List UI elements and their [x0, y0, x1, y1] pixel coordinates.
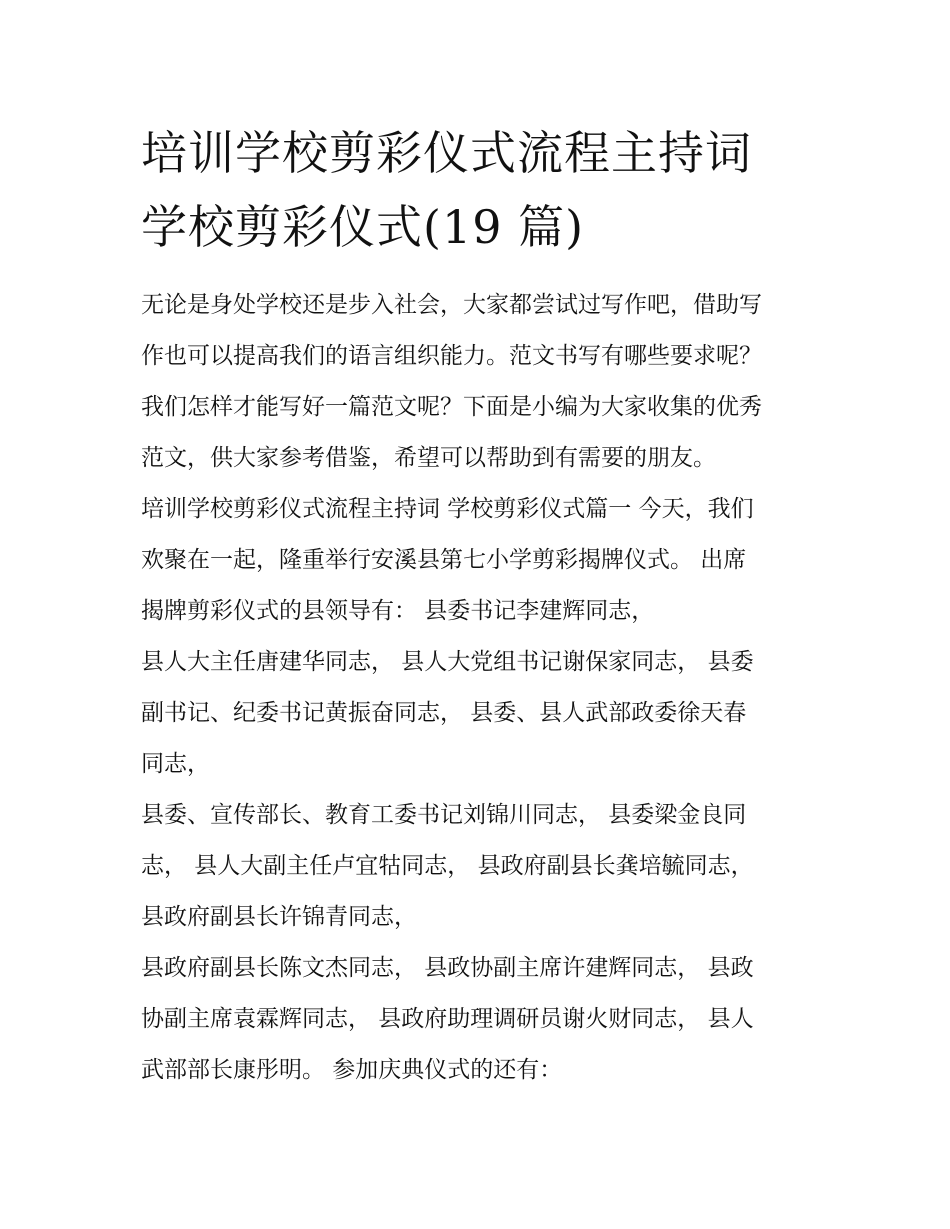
text-line: 副书记、纪委书记黄振奋同志， 县委、县人武部政委徐天春: [141, 700, 747, 726]
text-line: 县委、宣传部长、教育工委书记刘锦川同志， 县委梁金良同: [141, 802, 747, 828]
text-line: 范文，供大家参考借鉴，希望可以帮助到有需要的朋友。: [141, 445, 716, 471]
title-line-1: 培训学校剪彩仪式流程主持词: [141, 126, 752, 180]
text-line: 培训学校剪彩仪式流程主持词 学校剪彩仪式篇一 今天，我们: [141, 496, 754, 522]
document-title: [141, 116, 821, 264]
text-line: 县人大主任唐建华同志， 县人大党组书记谢保家同志， 县委: [141, 649, 754, 675]
paragraph-opening: [141, 484, 831, 637]
text-line: 无论是身处学校还是步入社会，大家都尝试过写作吧，借助写: [141, 292, 762, 318]
text-line: 欢聚在一起，隆重举行安溪县第七小学剪彩揭牌仪式。 出席: [141, 547, 747, 573]
paragraph-intro: [141, 280, 831, 484]
text-line: 县政府副县长许锦青同志，: [141, 904, 417, 930]
text-line: 作也可以提高我们的语言组织能力。范文书写有哪些要求呢？: [141, 343, 762, 369]
text-line: 我们怎样才能写好一篇范文呢？下面是小编为大家收集的优秀: [141, 394, 762, 420]
text-line: 协副主席袁霖辉同志， 县政府助理调研员谢火财同志， 县人: [141, 1006, 754, 1032]
document-body: [141, 280, 831, 1096]
title-line-2: 学校剪彩仪式(19 篇): [141, 200, 585, 254]
text-line: 志， 县人大副主任卢宜牯同志， 县政府副县长龚培毓同志，: [141, 853, 754, 879]
paragraph-leaders-3: [141, 943, 831, 1096]
text-line: 揭牌剪彩仪式的县领导有： 县委书记李建辉同志，: [141, 598, 655, 624]
paragraph-leaders-2: [141, 790, 831, 943]
text-line: 同志，: [141, 751, 210, 777]
paragraph-leaders-1: [141, 637, 831, 790]
text-line: 县政府副县长陈文杰同志， 县政协副主席许建辉同志， 县政: [141, 955, 754, 981]
text-line: 武部部长康彤明。 参加庆典仪式的还有：: [141, 1057, 563, 1083]
